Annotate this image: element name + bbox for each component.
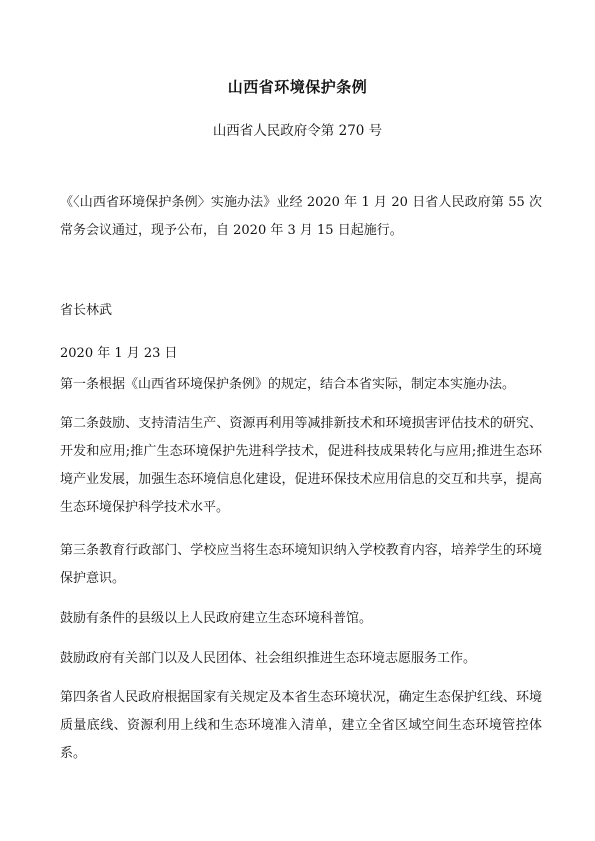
- signatory: 省长林武: [60, 303, 113, 318]
- article-1: 第一条根据《山西省环境保护条例》的规定，结合本省实际，制定本实施办法。: [60, 377, 516, 392]
- article-3-clause-3: 鼓励政府有关部门以及人民团体、社会组织推进生态环境志愿服务工作。: [60, 651, 477, 666]
- article-2: 第二条鼓励、支持清洁生产、资源再利用等减排新技术和环境损害评估技术的研究、开发和应用;推广生态环境保护先进科学技术，促进科技成果转化与应用;推进生态环境产业发展，加强生态环境信息化建设，促进环保技术应用信息的交互和共享，提高生态环境保护科学技术水平。: [60, 416, 542, 515]
- decree-number: 山西省人民政府令第 270 号: [212, 123, 383, 139]
- article-4: 第四条省人民政府根据国家有关规定及本省生态环境状况，确定生态保护红线、环境质量底线、资源利用上线和生态环境准入清单，建立全省区域空间生态环境管控体系。: [60, 690, 542, 761]
- article-3: 第三条教育行政部门、学校应当将生态环境知识纳入学校教育内容，培养学生的环境保护意识。: [60, 543, 542, 586]
- article-3-clause-2: 鼓励有条件的县级以上人民政府建立生态环境科普馆。: [60, 611, 373, 626]
- document-title: 山西省环境保护条例: [227, 78, 368, 96]
- promulgation-paragraph: 《〈山西省环境保护条例〉实施办法》业经 2020 年 1 月 20 日省人民政府第 55 次常务会议通过，现予公布，自 2020 年 3 月 15 日起施行。: [60, 195, 542, 238]
- signing-date: 2020 年 1 月 23 日: [60, 346, 178, 361]
